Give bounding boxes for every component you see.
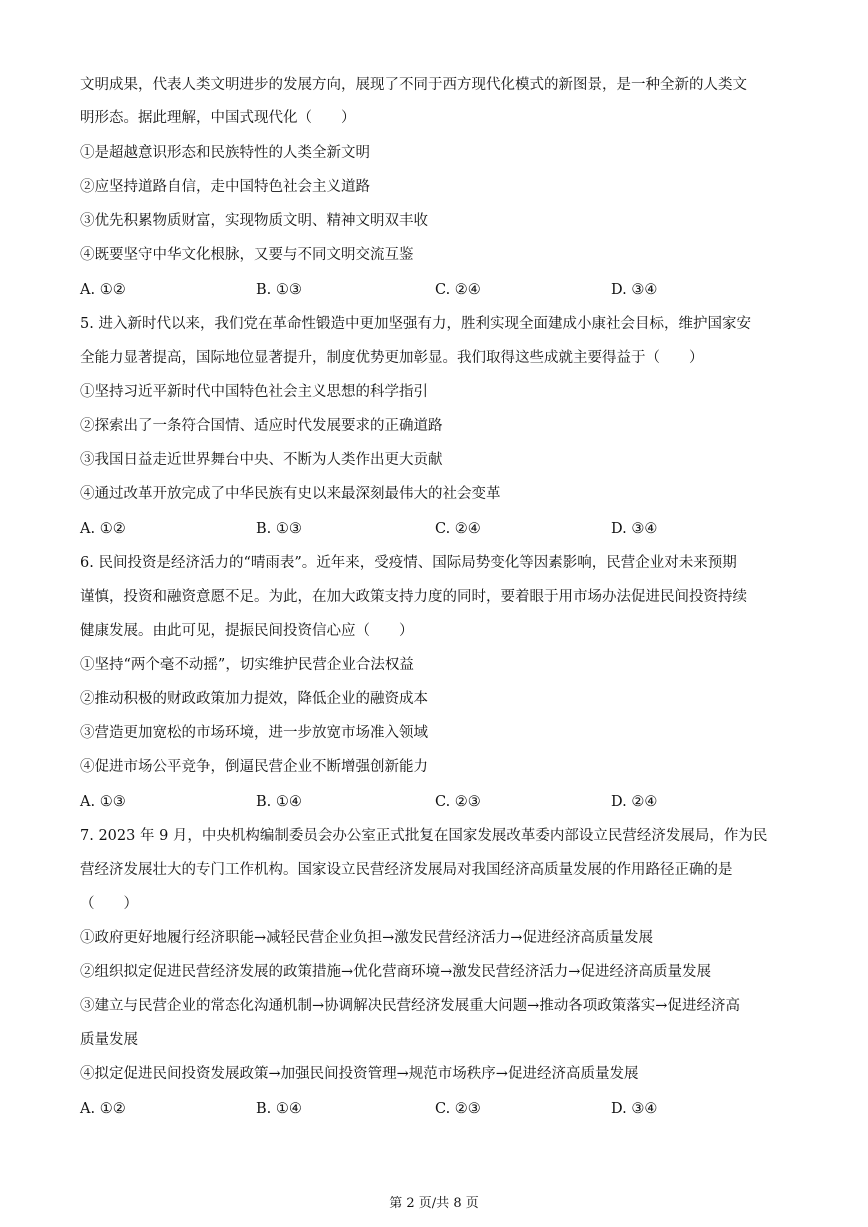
q7-statement-1: ①政府更好地履行经济职能→减轻民营企业负担→激发民营经济活力→促进经济高质量发展 [80,930,653,946]
q4-stem-line: 文明成果，代表人类文明进步的发展方向，展现了不同于西方现代化模式的新图景，是一种全新的人类文 [80,77,747,93]
q4-option-b[interactable]: B. ①③ [256,282,302,298]
q6-option-a[interactable]: A. ①③ [80,794,126,810]
q5-stem-line: 5. 进入新时代以来，我们党在革命性锻造中更加坚强有力，胜利实现全面建成小康社会目标，维护国家安 [80,316,751,332]
q4-statement-2: ②应坚持道路自信，走中国特色社会主义道路 [80,179,370,195]
q4-option-d[interactable]: D. ③④ [611,282,658,298]
q7-option-d[interactable]: D. ③④ [611,1101,658,1117]
q4-stem-line: 明形态。据此理解，中国式现代化（ ） [80,110,356,126]
page-number-footer: 第 2 页/共 8 页 [389,1196,479,1211]
q7-statement-2: ②组织拟定促进民营经济发展的政策措施→优化营商环境→激发民营经济活力→促进经济高质量发展 [80,964,711,980]
q6-option-b[interactable]: B. ①④ [256,794,302,810]
q5-option-a[interactable]: A. ①② [80,521,126,537]
q4-statement-4: ④既要坚守中华文化根脉，又要与不同文明交流互鉴 [80,247,414,263]
q6-option-c[interactable]: C. ②③ [435,794,481,810]
q5-stem-line: 全能力显著提高，国际地位显著提升，制度优势更加彰显。我们取得这些成就主要得益于（ ） [80,350,704,366]
q5-statement-2: ②探索出了一条符合国情、适应时代发展要求的正确道路 [80,418,443,434]
q7-stem-line: 7. 2023 年 9 月，中央机构编制委员会办公室正式批复在国家发展改革委内部设立民营经济发展局，作为民 [80,828,768,844]
q7-option-b[interactable]: B. ①④ [256,1101,302,1117]
q5-statement-1: ①坚持习近平新时代中国特色社会主义思想的科学指引 [80,384,428,400]
q4-statement-1: ①是超越意识形态和民族特性的人类全新文明 [80,145,370,161]
q5-option-d[interactable]: D. ③④ [611,521,658,537]
q5-statement-3: ③我国日益走近世界舞台中央、不断为人类作出更大贡献 [80,452,443,468]
q7-statement-4: ④拟定促进民间投资发展政策→加强民间投资管理→规范市场秩序→促进经济高质量发展 [80,1066,639,1082]
q6-statement-1: ①坚持“两个毫不动摇”，切实维护民营企业合法权益 [80,657,414,673]
q7-statement-3: ③建立与民营企业的常态化沟通机制→协调解决民营经济发展重大问题→推动各项政策落实→促进经济高 [80,998,740,1014]
q5-option-c[interactable]: C. ②④ [435,521,481,537]
q5-statement-4: ④通过改革开放完成了中华民族有史以来最深刻最伟大的社会变革 [80,486,501,502]
q6-stem-line: 健康发展。由此可见，提振民间投资信心应（ ） [80,623,414,639]
q7-option-a[interactable]: A. ①② [80,1101,126,1117]
q4-option-a[interactable]: A. ①② [80,282,126,298]
q6-statement-4: ④促进市场公平竞争，倒逼民营企业不断增强创新能力 [80,759,428,775]
q6-stem-line: 6. 民间投资是经济活力的“晴雨表”。近年来，受疫情、国际局势变化等因素影响，民营企业对未来预期 [80,555,737,571]
q7-stem-line: （ ） [80,896,138,912]
q7-stem-line: 营经济发展壮大的专门工作机构。国家设立民营经济发展局对我国经济高质量发展的作用路径正确的是 [80,862,733,878]
q5-option-b[interactable]: B. ①③ [256,521,302,537]
q6-stem-line: 谨慎，投资和融资意愿不足。为此，在加大政策支持力度的同时，要着眼于用市场办法促进民间投资持续 [80,589,747,605]
q6-statement-2: ②推动积极的财政政策加力提效，降低企业的融资成本 [80,691,428,707]
q7-statement-3-cont: 质量发展 [80,1032,138,1048]
q4-statement-3: ③优先积累物质财富，实现物质文明、精神文明双丰收 [80,213,428,229]
q6-option-d[interactable]: D. ②④ [611,794,658,810]
q6-statement-3: ③营造更加宽松的市场环境，进一步放宽市场准入领域 [80,725,428,741]
q4-option-c[interactable]: C. ②④ [435,282,481,298]
q7-option-c[interactable]: C. ②③ [435,1101,481,1117]
